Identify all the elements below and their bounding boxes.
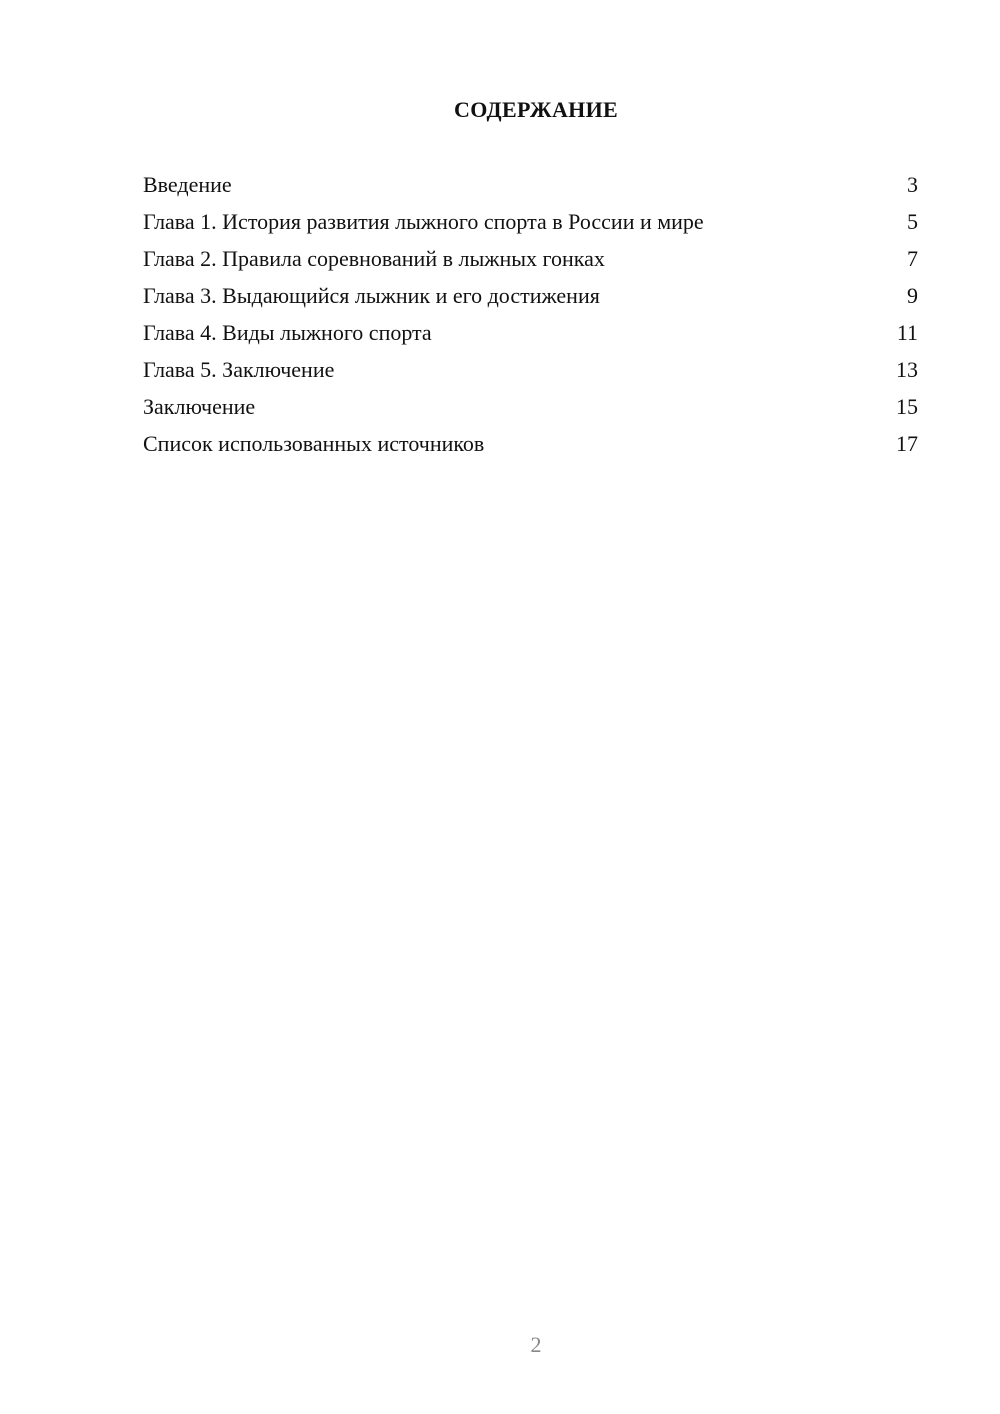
- toc-entry-title: Глава 4. Виды лыжного спорта: [143, 320, 432, 345]
- toc-entry-page: 13: [896, 357, 918, 382]
- toc-entry-title: Список использованных источников: [143, 431, 485, 456]
- toc-entry-page: 11: [896, 320, 918, 345]
- toc-entry-page: 7: [907, 246, 918, 271]
- toc-entry-page: 3: [907, 172, 918, 197]
- toc-entry-title: Глава 1. История развития лыжного спорта в России и мире: [143, 209, 704, 234]
- toc-entry: [143, 280, 918, 317]
- toc-entry-title: Заключение: [143, 394, 256, 419]
- toc-entry: [143, 243, 918, 280]
- toc-entry-title: Глава 3. Выдающийся лыжник и его достижения: [143, 283, 600, 308]
- toc-entry: [143, 354, 918, 391]
- table-of-contents: [143, 169, 918, 465]
- toc-entry-title: Глава 2. Правила соревнований в лыжных гонках: [143, 246, 605, 271]
- toc-entry-page: 5: [907, 209, 918, 234]
- toc-entry-page: 15: [896, 394, 918, 419]
- toc-entry-title: Введение: [143, 172, 232, 197]
- toc-entry: [143, 317, 918, 354]
- page-number: 2: [530, 1332, 542, 1357]
- toc-entry: [143, 206, 918, 243]
- toc-entry: [143, 169, 918, 206]
- toc-entry-page: 9: [907, 283, 918, 308]
- toc-entry-title: Глава 5. Заключение: [143, 357, 335, 382]
- page-title: СОДЕРЖАНИЕ: [454, 97, 618, 122]
- toc-entry: [143, 391, 918, 428]
- toc-entry: [143, 428, 918, 465]
- toc-entry-page: 17: [896, 431, 918, 456]
